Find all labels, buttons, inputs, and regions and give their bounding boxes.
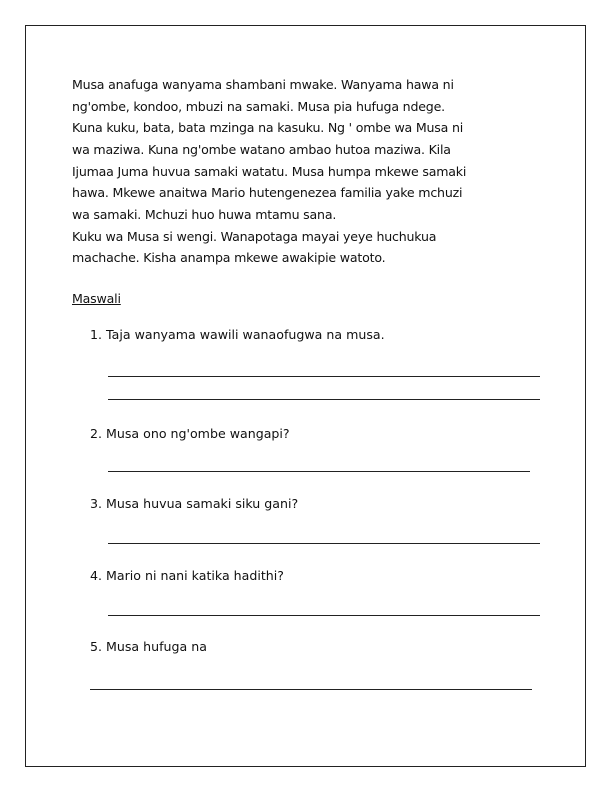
passage-line: wa samaki. Mchuzi huo huwa mtamu sana. — [72, 207, 337, 222]
answer-line[interactable] — [108, 471, 530, 472]
questions-heading: Maswali — [72, 291, 121, 306]
passage-line: Musa anafuga wanyama shambani mwake. Wanyama hawa ni — [72, 77, 454, 92]
passage-line: Ijumaa Juma huvua samaki watatu. Musa humpa mkewe samaki — [72, 164, 467, 179]
question-3: 3. Musa huvua samaki siku gani? — [90, 496, 299, 511]
passage-line: Kuna kuku, bata, bata mzinga na kasuku. Ng ' ombe wa Musa ni — [72, 120, 464, 135]
question-2: 2. Musa ono ng'ombe wangapi? — [90, 426, 290, 441]
question-4: 4. Mario ni nani katika hadithi? — [90, 568, 284, 583]
passage-line: wa maziwa. Kuna ng'ombe watano ambao hutoa maziwa. Kila — [72, 142, 451, 157]
question-1: 1. Taja wanyama wawili wanaofugwa na musa. — [90, 327, 385, 342]
answer-line[interactable] — [108, 543, 540, 544]
passage-line: hawa. Mkewe anaitwa Mario hutengenezea familia yake mchuzi — [72, 185, 463, 200]
passage-line: machache. Kisha anampa mkewe awakipie watoto. — [72, 250, 386, 265]
passage-line: ng'ombe, kondoo, mbuzi na samaki. Musa pia hufuga ndege. — [72, 99, 445, 114]
answer-line[interactable] — [108, 399, 540, 400]
passage-line: Kuku wa Musa si wengi. Wanapotaga mayai yeye huchukua — [72, 229, 437, 244]
page-border — [25, 25, 586, 767]
question-5: 5. Musa hufuga na — [90, 639, 207, 654]
answer-line[interactable] — [108, 615, 540, 616]
answer-line[interactable] — [90, 689, 532, 690]
answer-line[interactable] — [108, 376, 540, 377]
